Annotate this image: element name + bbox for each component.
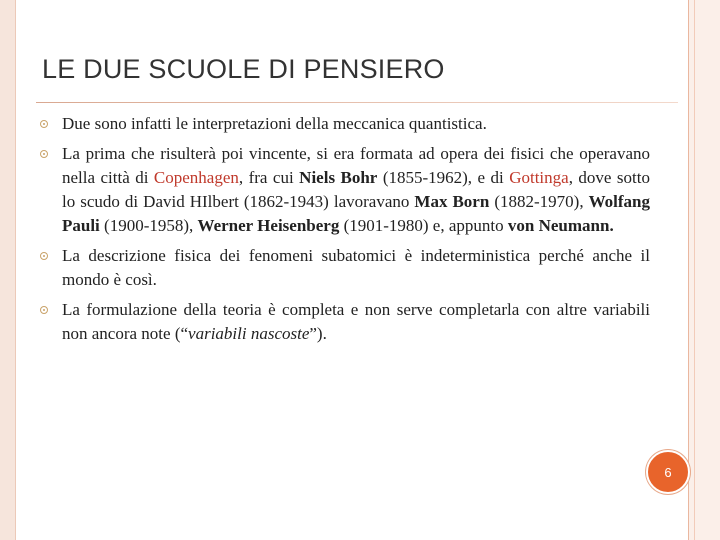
name-pauli: Wolfang Pauli (62, 192, 650, 235)
bullet-text: Due sono infatti le interpretazioni della meccanica quantistica. (62, 114, 487, 133)
title-divider (36, 102, 678, 103)
slide-title: LE DUE SCUOLE DI PENSIERO (42, 54, 445, 84)
bullet-item (40, 142, 650, 238)
name-neumann: von Neumann. (507, 216, 614, 235)
bullet-text: (1900-1958), (99, 216, 198, 235)
bullet-circle-icon (40, 252, 48, 260)
right-decorative-rail (688, 0, 720, 540)
bullet-circle-icon (40, 120, 48, 128)
bullet-text: (1882-1970), (489, 192, 589, 211)
city-copenhagen: Copenhagen (153, 168, 239, 187)
bullet-text: ”). (309, 324, 327, 343)
bullet-text: , dove sotto lo scudo di David HIlbert (1862-1943) lavoravano (62, 168, 650, 211)
rail-line (688, 0, 689, 540)
bullet-circle-icon (40, 306, 48, 314)
rail-line (694, 0, 695, 540)
name-bohr: Niels Bohr (299, 168, 378, 187)
left-decorative-rail (0, 0, 16, 540)
bullet-item (40, 298, 650, 346)
bullet-text: La formulazione della teoria è completa e non serve completarla con altre variabili non ancora note (“ (62, 300, 650, 343)
name-born: Max Born (414, 192, 490, 211)
city-gottinga: Gottinga (509, 168, 569, 187)
bullet-item (40, 244, 650, 292)
italic-term: variabili nascoste (188, 324, 310, 343)
bullet-text: (1855-1962), e di (377, 168, 510, 187)
bullet-text: (1901-1980) e, appunto (339, 216, 508, 235)
bullet-circle-icon (40, 150, 48, 158)
bullet-list (40, 112, 650, 352)
page-number-badge: 6 (646, 450, 690, 494)
bullet-text: La descrizione fisica dei fenomeni subatomici è indeterministica perché anche il mondo è così. (62, 246, 650, 289)
bullet-item (40, 112, 650, 136)
bullet-text: La prima che risulterà poi vincente, si era formata ad opera dei fisici che operavano nella città di (62, 144, 650, 187)
bullet-text: , fra cui (238, 168, 300, 187)
name-heisenberg: Werner Heisenberg (197, 216, 340, 235)
